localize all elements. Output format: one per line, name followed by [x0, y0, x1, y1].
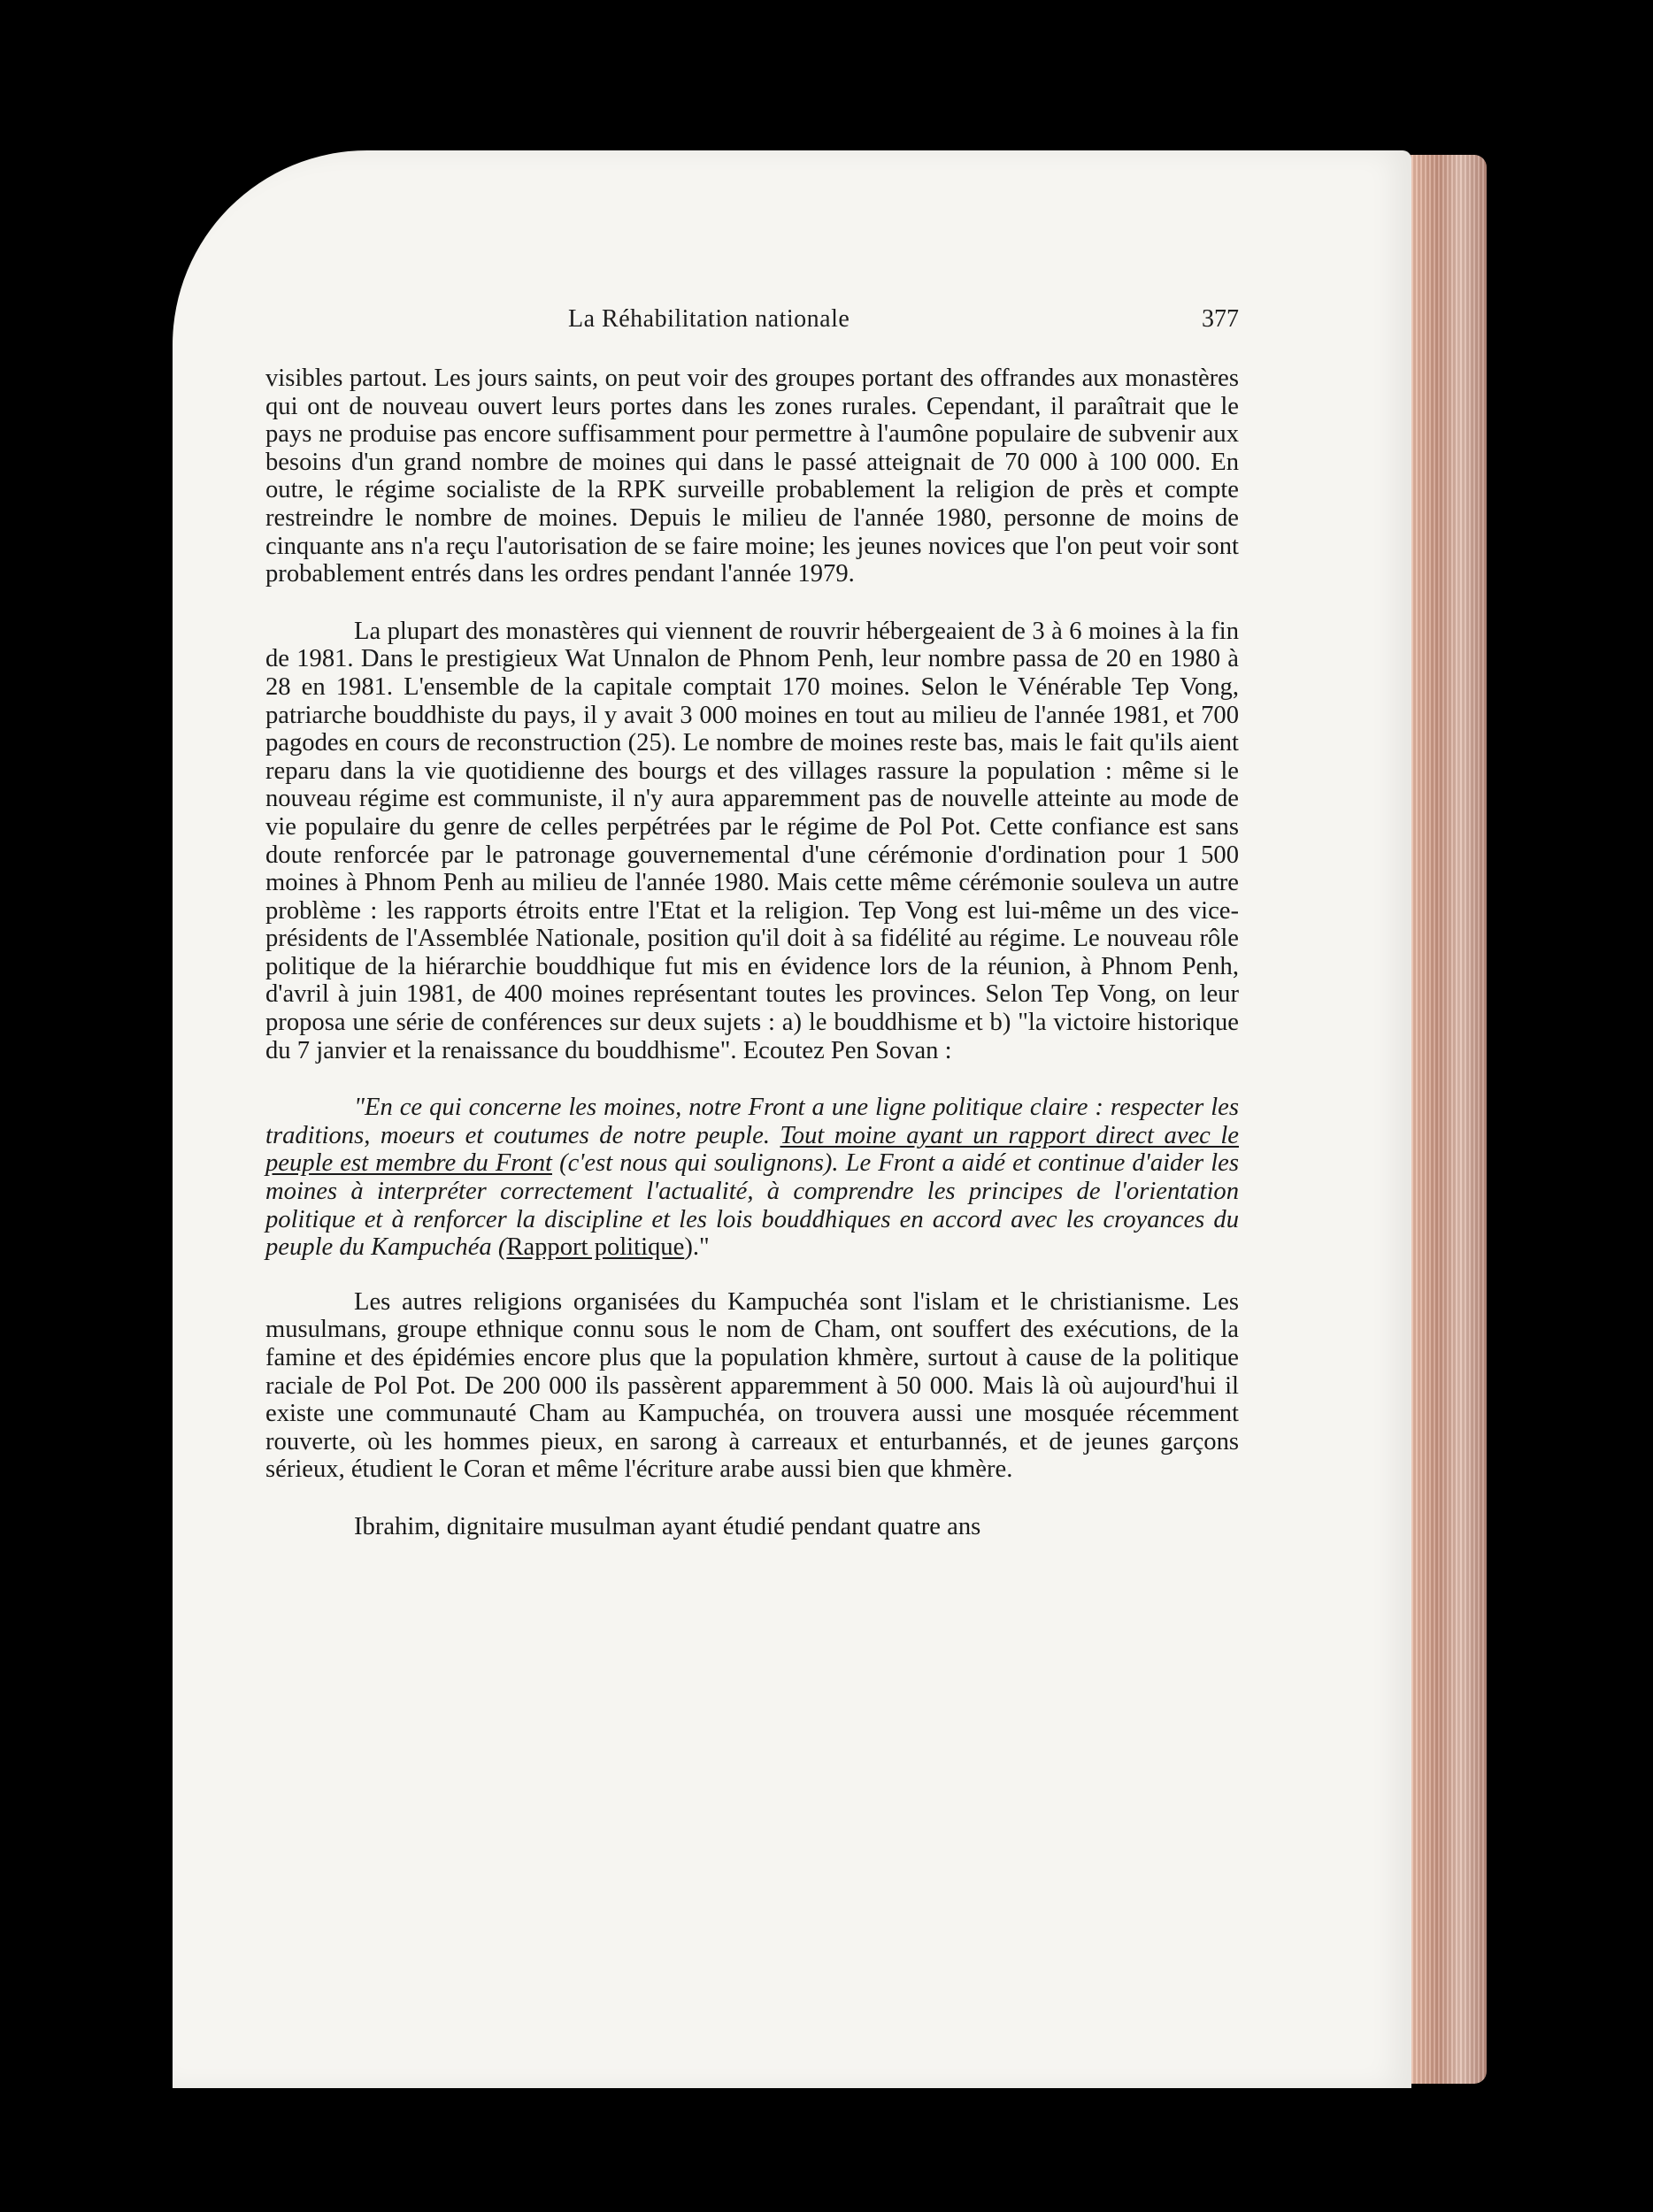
paragraph: visibles partout. Les jours saints, on peut voir des groupes portant des offrandes aux monastères qui ont de nouveau ouvert leurs portes dans les zones rurales. Cependant, il paraîtrait que le pays ne produise pas encore suffisamment pour permettre à l'aumône populaire de subvenir aux besoins d'un grand nombre de moines qui dans le passé atteignait de 70 000 à 100 000. En outre, le régime socialiste de la RPK surveille probablement la religion de près et compte restreindre le nombre de moines. Depuis le milieu de l'année 1980, personne de moins de cinquante ans n'a reçu l'autorisation de se faire moine; les jeunes novices que l'on peut voir sont probablement entrés dans les ordres pendant l'année 1979. — [265, 365, 1239, 588]
quote-text: (c'est nous qui soulignons). Le Front a aidé et continue d'aider les moines à interpréter correctement l'actualité, à comprendre les principes de l'orientation politique et à renforcer la discipline et les lois bouddhiques en accord avec les croyances du peuple du Kampuchéa ( — [265, 1149, 1239, 1262]
body-text — [265, 365, 1239, 1571]
quote-end: )." — [684, 1233, 710, 1262]
quote-source: Rapport politique — [506, 1233, 685, 1262]
quote-text: "En ce qui concerne les moines, notre Front a une ligne politique claire : respecter les traditions, moeurs et coutumes de notre peuple. — [265, 1094, 1239, 1149]
paragraph: La plupart des monastères qui viennent de rouvrir hébergeaient de 3 à 6 moines à la fin de 1981. Dans le prestigieux Wat Unnalon de Phnom Penh, leur nombre passa de 20 en 1980 à 28 en 1981. L'ensemble de la capitale comptait 170 moines. Selon le Vénérable Tep Vong, patriarche bouddhiste du pays, il y avait 3 000 moines en tout au milieu de l'année 1981, et 700 pagodes en cours de reconstruction (25). Le nombre de moines reste bas, mais le fait qu'ils aient reparu dans la vie quotidienne des bourgs et des villages rassure la population : même si le nouveau régime est communiste, il n'y aura apparemment pas de nouvelle atteinte au mode de vie populaire du genre de celles perpétrées par le régime de Pol Pot. Cette confiance est sans doute renforcée par le patronage gouvernemental d'une cérémonie d'ordination pour 1 500 moines à Phnom Penh au milieu de l'année 1980. Mais cette même cérémonie souleva un autre problème : les rapports étroits entre l'Etat et la religion. Tep Vong est lui-même un des vice-présidents de l'Assemblée Nationale, position qu'il doit à sa fidélité au régime. Le nouveau rôle politique de la hiérarchie bouddhique fut mis en évidence lors de la réunion, à Phnom Penh, d'avril à juin 1981, de 400 moines représentant toutes les provinces. Selon Tep Vong, on leur proposa une série de conférences sur deux sujets : a) le bouddhisme et b) "la victoire historique du 7 janvier et la renaissance du bouddhisme". Ecoutez Pen Sovan : — [265, 617, 1239, 1064]
block-quote — [265, 1094, 1239, 1262]
page-number: 377 — [1202, 305, 1239, 333]
page-header — [265, 305, 1239, 349]
paragraph: Ibrahim, dignitaire musulman ayant étudié pendant quatre ans — [354, 1512, 981, 1540]
paragraph: Les autres religions organisées du Kampuchéa sont l'islam et le christianisme. Les musulmans, groupe ethnique connu sous le nom de Cham, ont souffert des exécutions, de la famine et des épidémies encore plus que la population khmère, surtout à cause de la politique raciale de Pol Pot. De 200 000 ils passèrent apparemment à 50 000. Mais là où aujourd'hui il existe une communauté Cham au Kampuchéa, on trouvera aussi une mosquée récemment rouverte, où les hommes pieux, en sarong à carreaux et enturbannés, et de jeunes garçons sérieux, étudient le Coran et même l'écriture arabe aussi bien que khmère. — [265, 1287, 1239, 1484]
quote-underlined-text: Tout moine ayant un rapport direct avec le peuple est membre du Front — [265, 1121, 1239, 1178]
running-title: La Réhabilitation nationale — [568, 305, 850, 333]
